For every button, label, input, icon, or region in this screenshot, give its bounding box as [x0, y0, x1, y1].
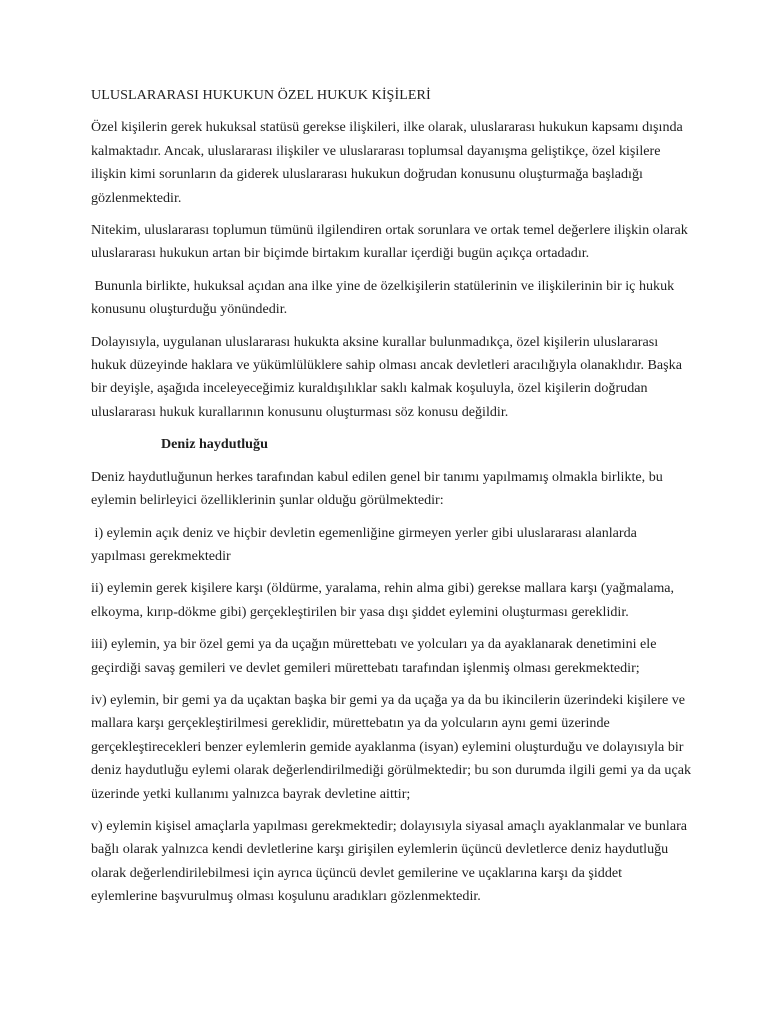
- list-item-i: i) eylemin açık deniz ve hiçbir devletin egemenliğine girmeyen yerler gibi uluslararası alanlarda yapılması gerekmektedir: [91, 524, 641, 564]
- intro-paragraph: Bununla birlikte, hukuksal açıdan ana ilke yine de özelkişilerin statülerinin ve ilişkilerinin bir iç hukuk konusunu oluşturduğu yönündedir.: [91, 277, 678, 318]
- section-paragraph: Deniz haydutluğunun herkes tarafından kabul edilen genel bir tanımı yapılmamış olmakla birlikte, bu eylemin belirleyici özelliklerinin şunlar olduğu görülmektedir:: [91, 468, 663, 509]
- section-heading: Deniz haydutluğu: [161, 436, 268, 453]
- intro-paragraph: Dolayısıyla, uygulanan uluslararası hukukta aksine kurallar bulunmadıkça, özel kişilerin uluslararası hukuk düzeyinde haklara ve yükümlülüklere sahip olması ancak devletleri aracılığıyla olanaklıdır. Başka bir deyişle, aşağıda inceleyeceğimiz kuraldışılıklar saklı kalmak koşuluyla, özel kişilerin doğrudan uluslararası hukuk kurallarının konusunu oluşturması söz konusu değildir.: [91, 333, 682, 420]
- list-item-iv: iv) eylemin, bir gemi ya da uçaktan başka bir gemi ya da uçağa ya da bu ikincilerin üzerindeki kişilere ve mallara karşı gerçekleştirilmesi gereklidir, mürettebatın ya da yolcuların aynı gemi üzerinde gerçekleştirecekleri benzer eylemlerin gemide ayaklanma (isyan) eylemini oluşturduğu ve dolayısıyla bir deniz haydutluğu eylemi olarak değerlendirilmediği görülmektedir; bu son durumda ilgili gemi ya da uçak üzerinde yetki kullanımı yalnızca bayrak devletine aittir;: [91, 691, 691, 802]
- intro-paragraph: Nitekim, uluslararası toplumun tümünü ilgilendiren ortak sorunlara ve ortak temel değerlere ilişkin olarak uluslararası hukukun artan bir biçimde birtakım kurallar içerdiği bugün açıkça ortadadır.: [91, 222, 688, 262]
- document-body: [91, 84, 691, 918]
- list-item-iii: iii) eylemin, ya bir özel gemi ya da uçağın mürettebatı ve yolcuları ya da ayaklanarak denetimini ele geçirdiği savaş gemileri ve devlet gemileri mürettebatı tarafından işlenmiş olması gerekmektedir;: [91, 636, 657, 676]
- document-title: ULUSLARARASI HUKUKUN ÖZEL HUKUK KİŞİLERİ: [91, 87, 431, 103]
- list-item-v: v) eylemin kişisel amaçlarla yapılması gerekmektedir; dolayısıyla siyasal amaçlı ayaklanmalar ve bunlara bağlı olarak yalnızca kendi devletlerine karşı girişilen eylemlerin üçüncü devletlerce deniz haydutluğu olarak değerlendirilebilmesi için ayrıca üçüncü devlet gemilerine ve uçaklarına karşı da şiddet eylemlerine başvurulmuş olması koşulunu aradıkları gözlenmektedir.: [91, 817, 688, 905]
- intro-paragraph: Özel kişilerin gerek hukuksal statüsü gerekse ilişkileri, ilke olarak, uluslararası hukukun kapsamı dışında kalmaktadır. Ancak, uluslararası ilişkiler ve uluslararası toplumsal dayanışma geliştikçe, özel kişilere ilişkin kimi sorunların da giderek uluslararası hukukun doğrudan konusunu oluşturmağa başladığı gözlenmektedir.: [91, 119, 683, 206]
- list-item-ii: ii) eylemin gerek kişilere karşı (öldürme, yaralama, rehin alma gibi) gerekse mallara karşı (yağmalama, elkoyma, kırıp-dökme gibi) gerçekleştirilen bir yasa dışı şiddet eylemini oluşturması gereklidir.: [91, 580, 675, 620]
